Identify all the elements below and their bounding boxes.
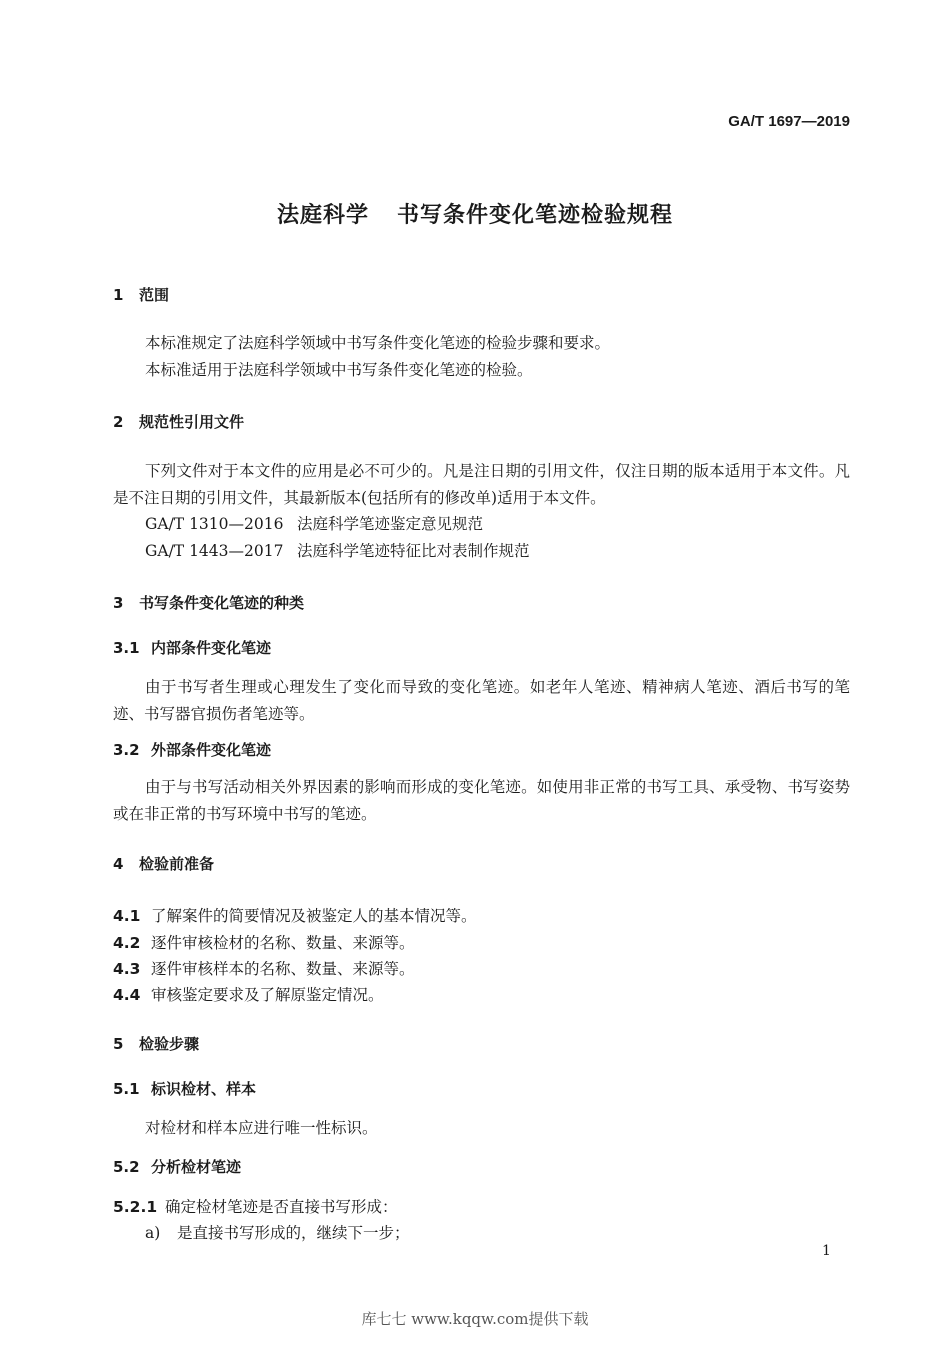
document-title [0,198,950,229]
list-item: 4.3 逐件审核样本的名称、数量、来源等。 [113,960,415,978]
section-5-1-paragraph: 对检材和样本应进行唯一性标识。 [145,1119,378,1137]
section-3-heading: 3 书写条件变化笔迹的种类 [113,594,305,612]
section-5-heading: 5 检验步骤 [113,1035,200,1053]
title-part1: 法庭科学 [276,203,369,228]
reference-item: GA/T 1310—2016 法庭科学笔迹鉴定意见规范 [145,515,484,533]
standard-code: GA/T 1697—2019 [728,113,850,130]
section-5-2-1-clause: 5.2.1 确定检材笔迹是否直接书写形成： [113,1198,398,1216]
title-part2: 书写条件变化笔迹检验规程 [397,203,674,228]
section-1-heading: 1 范围 [113,286,170,304]
section-3-1-paragraph: 由于书写者生理或心理发生了变化而导致的变化笔迹。如老年人笔迹、精神病人笔迹、酒后书写的笔迹、书写器官损伤者笔迹等。 [113,678,850,723]
section-2-paragraph-1: 下列文件对于本文件的应用是必不可少的。凡是注日期的引用文件，仅注日期的版本适用于本文件。凡是不注日期的引用文件，其最新版本(包括所有的修改单)适用于本文件。 [113,462,850,507]
section-5-1-heading: 5.1 标识检材、样本 [113,1080,257,1098]
section-3-2-heading: 3.2 外部条件变化笔迹 [113,741,272,759]
list-item-a: a) 是直接书写形成的，继续下一步； [145,1224,410,1242]
section-1-paragraph-1: 本标准规定了法庭科学领域中书写条件变化笔迹的检验步骤和要求。 [145,334,611,352]
section-1-paragraph-2: 本标准适用于法庭科学领域中书写条件变化笔迹的检验。 [145,361,533,379]
section-4-heading: 4 检验前准备 [113,855,215,873]
list-item: 4.2 逐件审核检材的名称、数量、来源等。 [113,934,415,952]
footer-watermark: 库七七 www.kqqw.com提供下载 [361,1310,589,1328]
section-3-1-heading: 3.1 内部条件变化笔迹 [113,639,272,657]
list-item: 4.4 审核鉴定要求及了解原鉴定情况。 [113,986,384,1004]
list-item: 4.1 了解案件的简要情况及被鉴定人的基本情况等。 [113,907,477,925]
page-number: 1 [822,1243,831,1259]
section-3-2-paragraph: 由于与书写活动相关外界因素的影响而形成的变化笔迹。如使用非正常的书写工具、承受物、书写姿势或在非正常的书写环境中书写的笔迹。 [113,778,850,823]
reference-item: GA/T 1443—2017 法庭科学笔迹特征比对表制作规范 [145,542,530,560]
section-5-2-heading: 5.2 分析检材笔迹 [113,1158,242,1176]
section-2-heading: 2 规范性引用文件 [113,413,245,431]
